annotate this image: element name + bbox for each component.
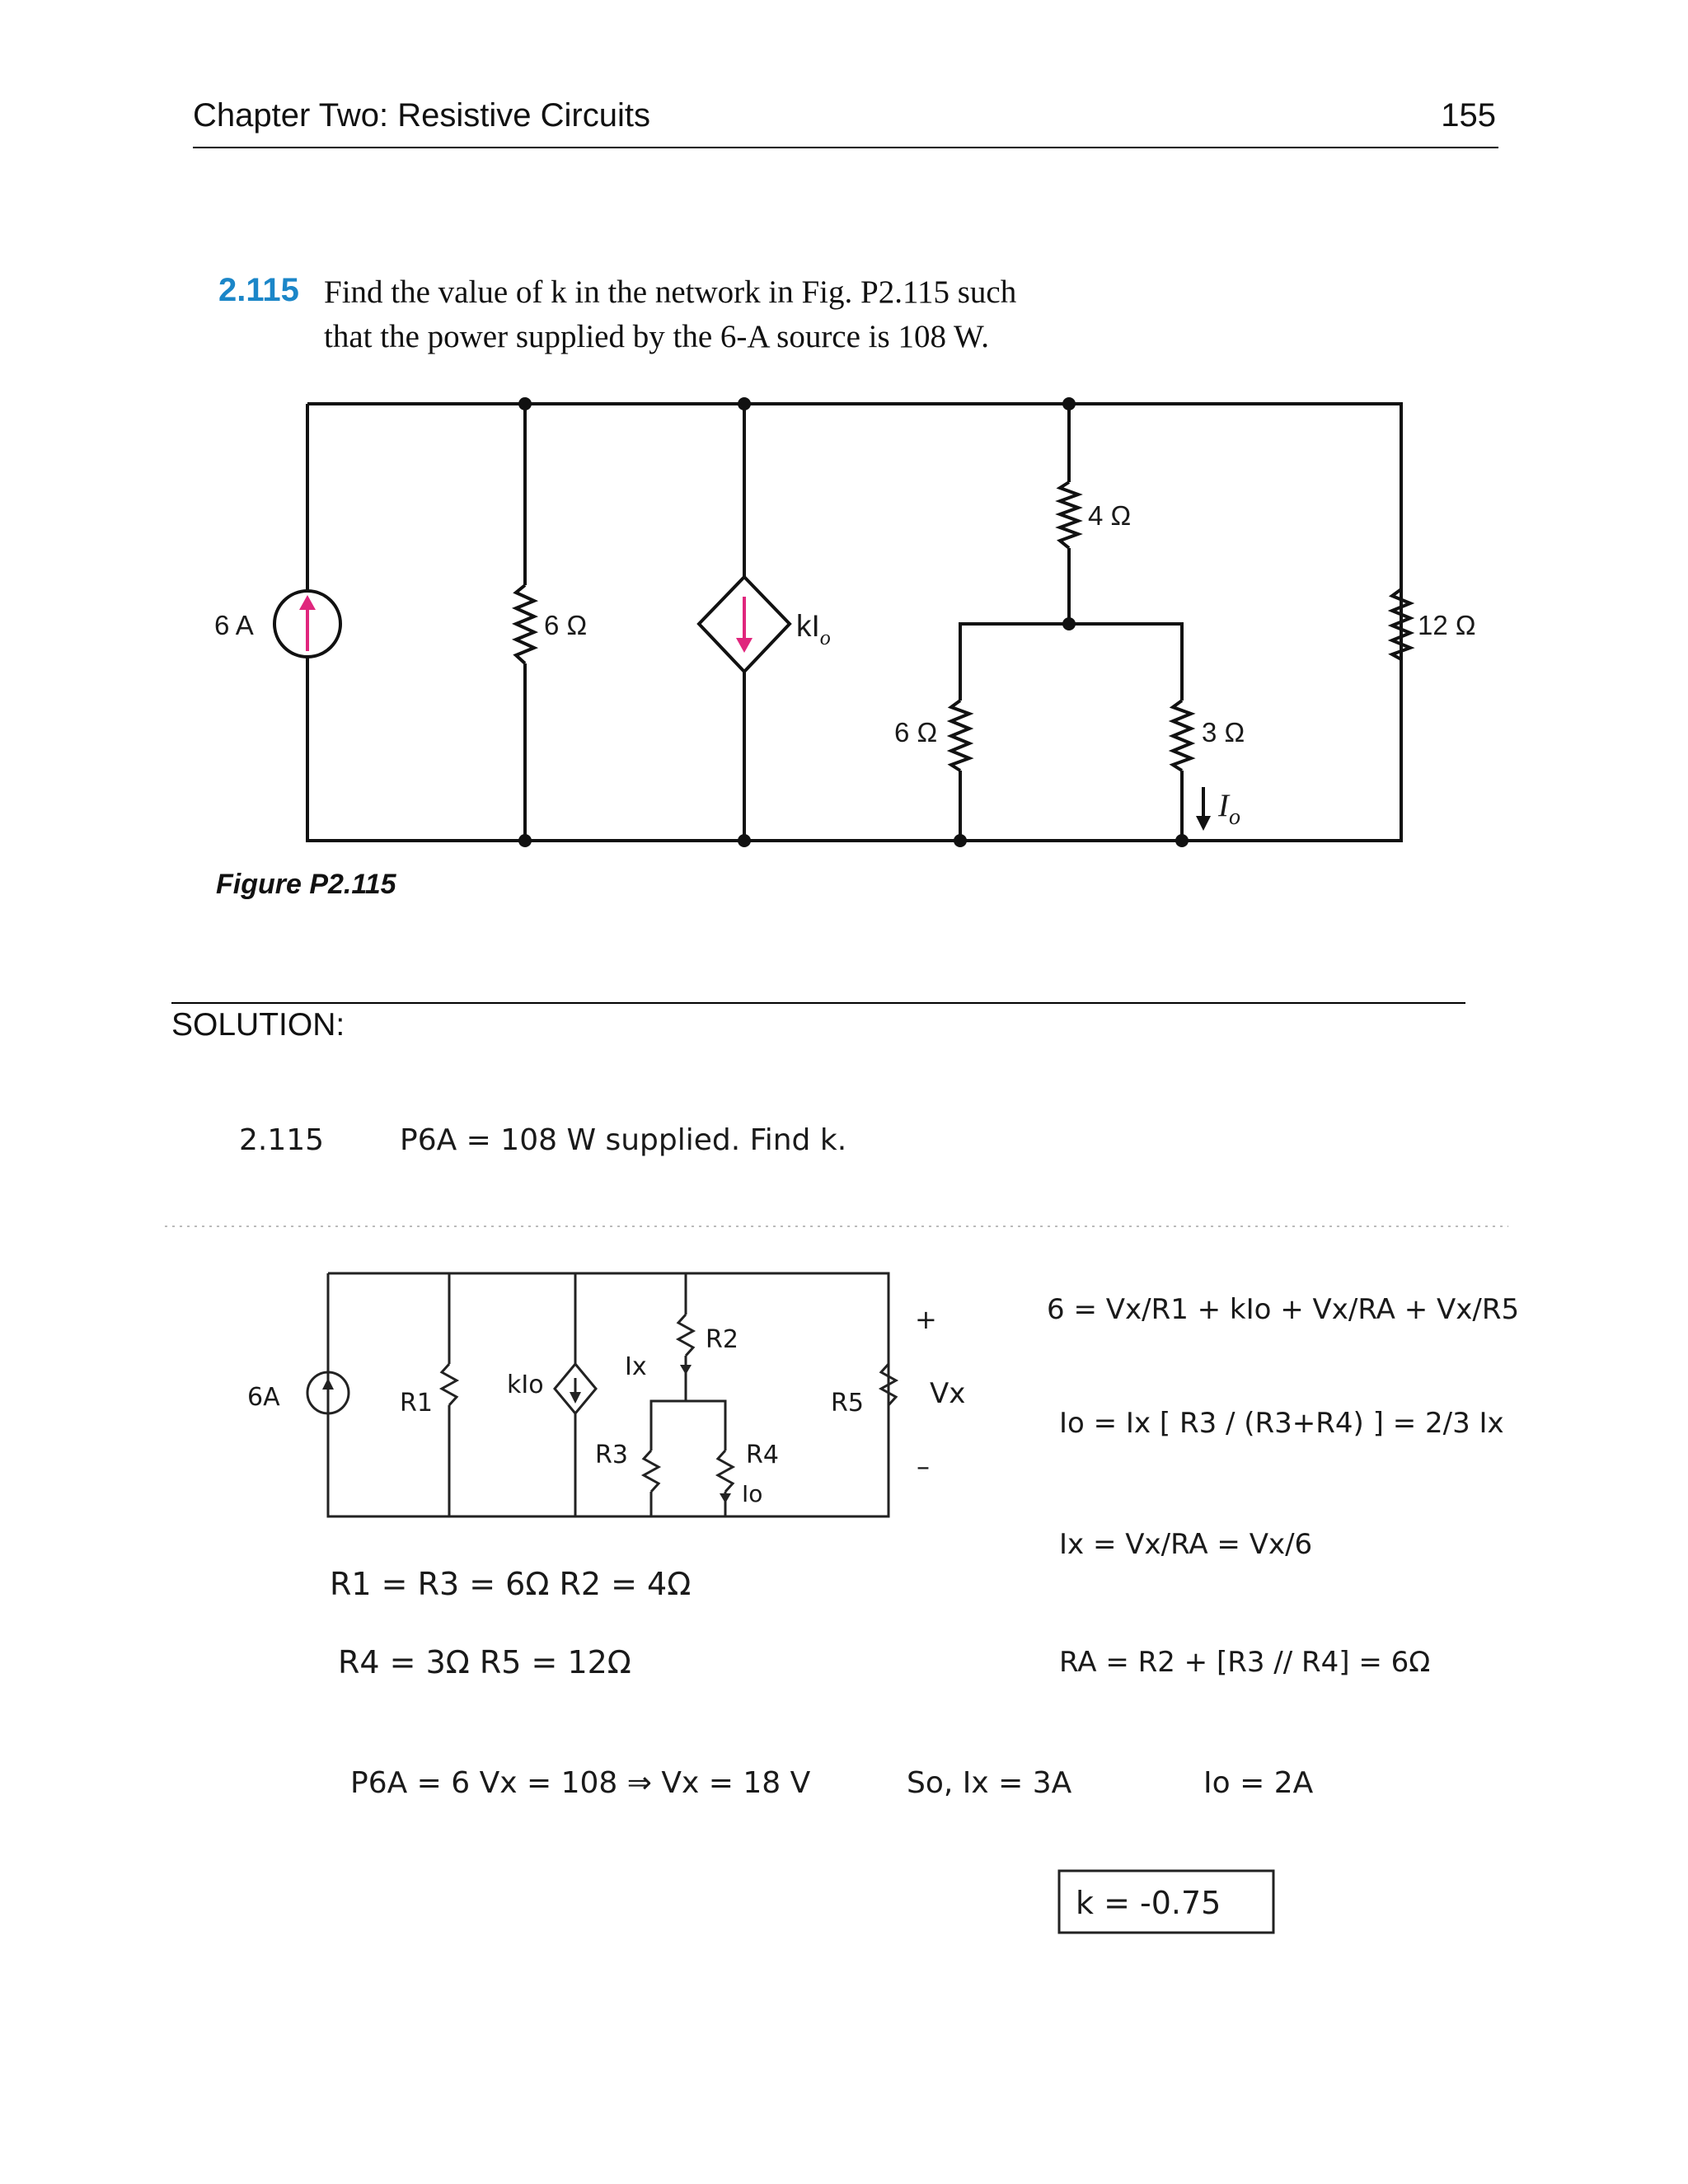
page-number: 155 (1441, 97, 1496, 134)
hw-sketch-r3: R3 (595, 1441, 628, 1469)
label-r-6ohm-mid: 6 Ω (894, 717, 938, 748)
hw-sketch-6a: 6A (247, 1383, 280, 1412)
hw-sketch-io: Io (742, 1480, 763, 1507)
label-r-12ohm: 12 Ω (1418, 610, 1476, 640)
label-r-3ohm: 3 Ω (1202, 717, 1245, 748)
chapter-title: Chapter Two: Resistive Circuits (193, 97, 650, 134)
hw-sketch-r2: R2 (706, 1325, 738, 1354)
hw-eq-ix: Ix = Vx/RA = Vx/6 (1059, 1528, 1313, 1561)
hw-sketch-ix: Ix (625, 1352, 647, 1381)
hw-sketch-minus: – (917, 1451, 930, 1482)
label-r-6ohm-left: 6 Ω (544, 610, 588, 640)
hw-eq-ra: RA = R2 + [R3 // R4] = 6Ω (1059, 1646, 1431, 1679)
hw-sketch-r5: R5 (831, 1389, 864, 1418)
hw-answer: k = -0.75 (1076, 1885, 1221, 1921)
problem-text-line-1: Find the value of k in the network in Fig. P2.115 such (324, 274, 1017, 310)
hw-sketch-plus: + (915, 1304, 937, 1335)
figure-caption: Figure P2.115 (216, 869, 396, 900)
hw-eq-power: P6A = 6 Vx = 108 ⇒ Vx = 18 V (350, 1766, 811, 1800)
hw-circuit-sketch (307, 1273, 896, 1516)
hw-problem-number: 2.115 (239, 1123, 325, 1157)
hw-sketch-kio: kIo (507, 1371, 544, 1399)
hw-values-line-1: R1 = R3 = 6Ω R2 = 4Ω (330, 1566, 692, 1602)
hw-sketch-r1: R1 (400, 1389, 433, 1418)
hw-eq-io-value: Io = 2A (1203, 1766, 1314, 1800)
hw-values-line-2: R4 = 3Ω R5 = 12Ω (338, 1644, 631, 1680)
hw-eq-kcl: 6 = Vx/R1 + kIo + Vx/RA + Vx/R5 (1047, 1293, 1520, 1326)
problem-number: 2.115 (218, 272, 299, 308)
hw-eq-io: Io = Ix [ R3 / (R3+R4) ] = 2/3 Ix (1059, 1407, 1504, 1440)
label-r-4ohm: 4 Ω (1088, 500, 1132, 531)
hw-sketch-r4: R4 (746, 1441, 779, 1469)
hw-given: P6A = 108 W supplied. Find k. (400, 1123, 847, 1157)
label-dependent-source: $kI_o$ (796, 609, 831, 649)
problem-text-line-2: that the power supplied by the 6-A source is 108 W. (324, 319, 989, 354)
solution-label: SOLUTION: (171, 1007, 345, 1043)
label-6a-source: 6 A (214, 610, 254, 640)
hw-eq-so-ix: So, Ix = 3A (907, 1766, 1072, 1800)
label-io-current: $I_o$ (1218, 788, 1240, 830)
hw-sketch-vx: Vx (930, 1377, 966, 1410)
